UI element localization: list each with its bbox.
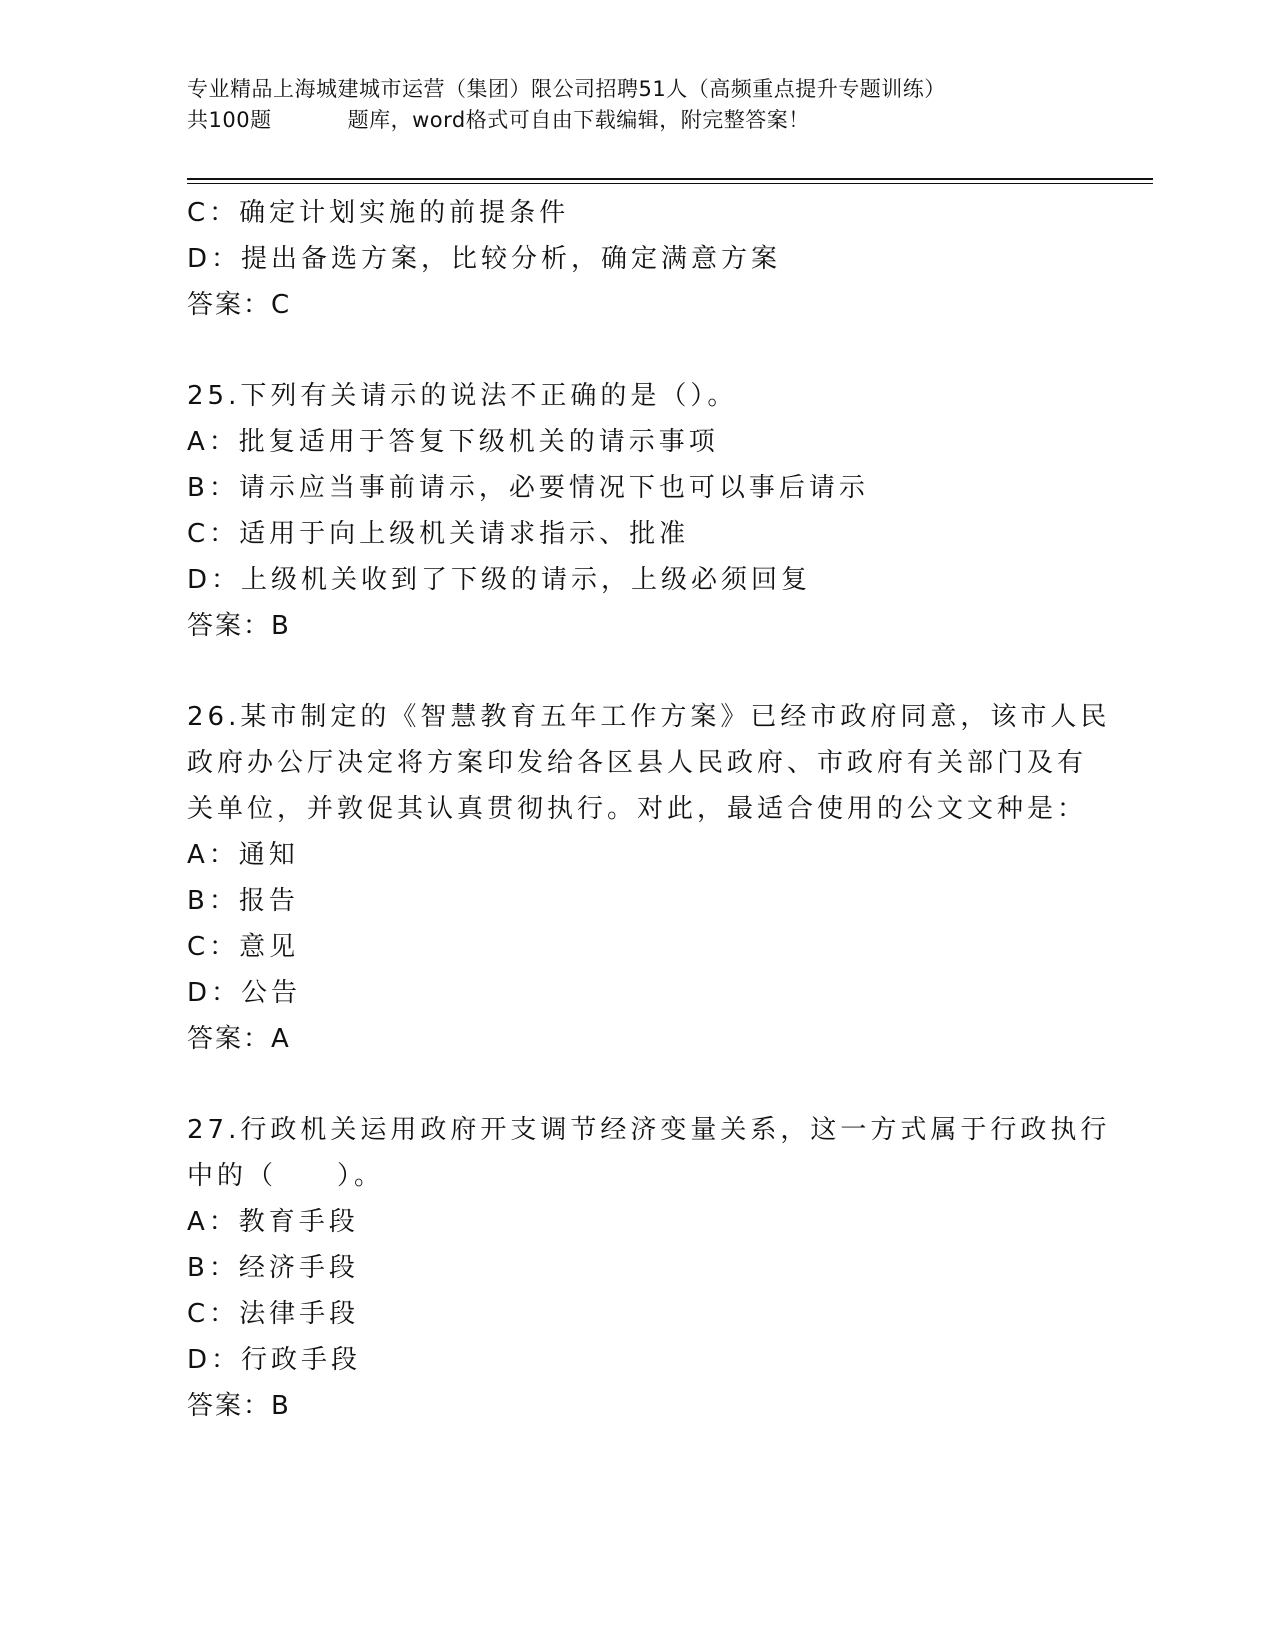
- option-d: D：提出备选方案，比较分析，确定满意方案: [187, 244, 782, 274]
- header-question-count: 共100题: [187, 108, 272, 132]
- option-d: D：行政手段: [187, 1345, 362, 1375]
- answer-line: 答案：B: [187, 1391, 291, 1421]
- header-divider-thin: [187, 183, 1153, 184]
- header-description: 题库，word格式可自由下载编辑，附完整答案！: [347, 108, 810, 132]
- question-block-prev: [187, 190, 1087, 328]
- option-b: B：请示应当事前请示，必要情况下也可以事后请示: [187, 473, 869, 503]
- answer-line: 答案：A: [187, 1024, 291, 1054]
- header-subtitle-line: [187, 105, 1087, 136]
- option-c: C：法律手段: [187, 1299, 360, 1329]
- option-b: B：经济手段: [187, 1253, 359, 1283]
- option-c: C：意见: [187, 932, 300, 962]
- option-c: C：确定计划实施的前提条件: [187, 198, 570, 228]
- header-title-line: 专业精品上海城建城市运营（集团）限公司招聘51人（高频重点提升专题训练）: [187, 77, 946, 101]
- option-a: A：教育手段: [187, 1207, 359, 1237]
- option-d: D：公告: [187, 978, 302, 1008]
- option-a: A：批复适用于答复下级机关的请示事项: [187, 427, 719, 457]
- question-stem: 26.某市制定的《智慧教育五年工作方案》已经市政府同意，该市人民: [187, 702, 1111, 732]
- question-stem: 中的（ ）。: [187, 1161, 385, 1191]
- question-stem: 政府办公厅决定将方案印发给各区县人民政府、市政府有关部门及有: [187, 748, 1088, 778]
- answer-line: 答案：B: [187, 611, 291, 641]
- option-b: B：报告: [187, 886, 299, 916]
- question-list: [187, 190, 1111, 1429]
- question-stem: 关单位，并敦促其认真贯彻执行。对此，最适合使用的公文文种是：: [187, 794, 1088, 824]
- header-divider-thick: [187, 178, 1153, 180]
- option-a: A：通知: [187, 840, 299, 870]
- question-stem: 25.下列有关请示的说法不正确的是（）。: [187, 381, 738, 411]
- document-header: [187, 74, 1087, 136]
- answer-line: 答案：C: [187, 290, 292, 320]
- question-block-27: [187, 1107, 1111, 1429]
- option-c: C：适用于向上级机关请求指示、批准: [187, 519, 690, 549]
- question-block-26: [187, 694, 1111, 1062]
- option-d: D：上级机关收到了下级的请示，上级必须回复: [187, 565, 812, 595]
- question-block-25: [187, 373, 1087, 649]
- question-stem: 27.行政机关运用政府开支调节经济变量关系，这一方式属于行政执行: [187, 1115, 1111, 1145]
